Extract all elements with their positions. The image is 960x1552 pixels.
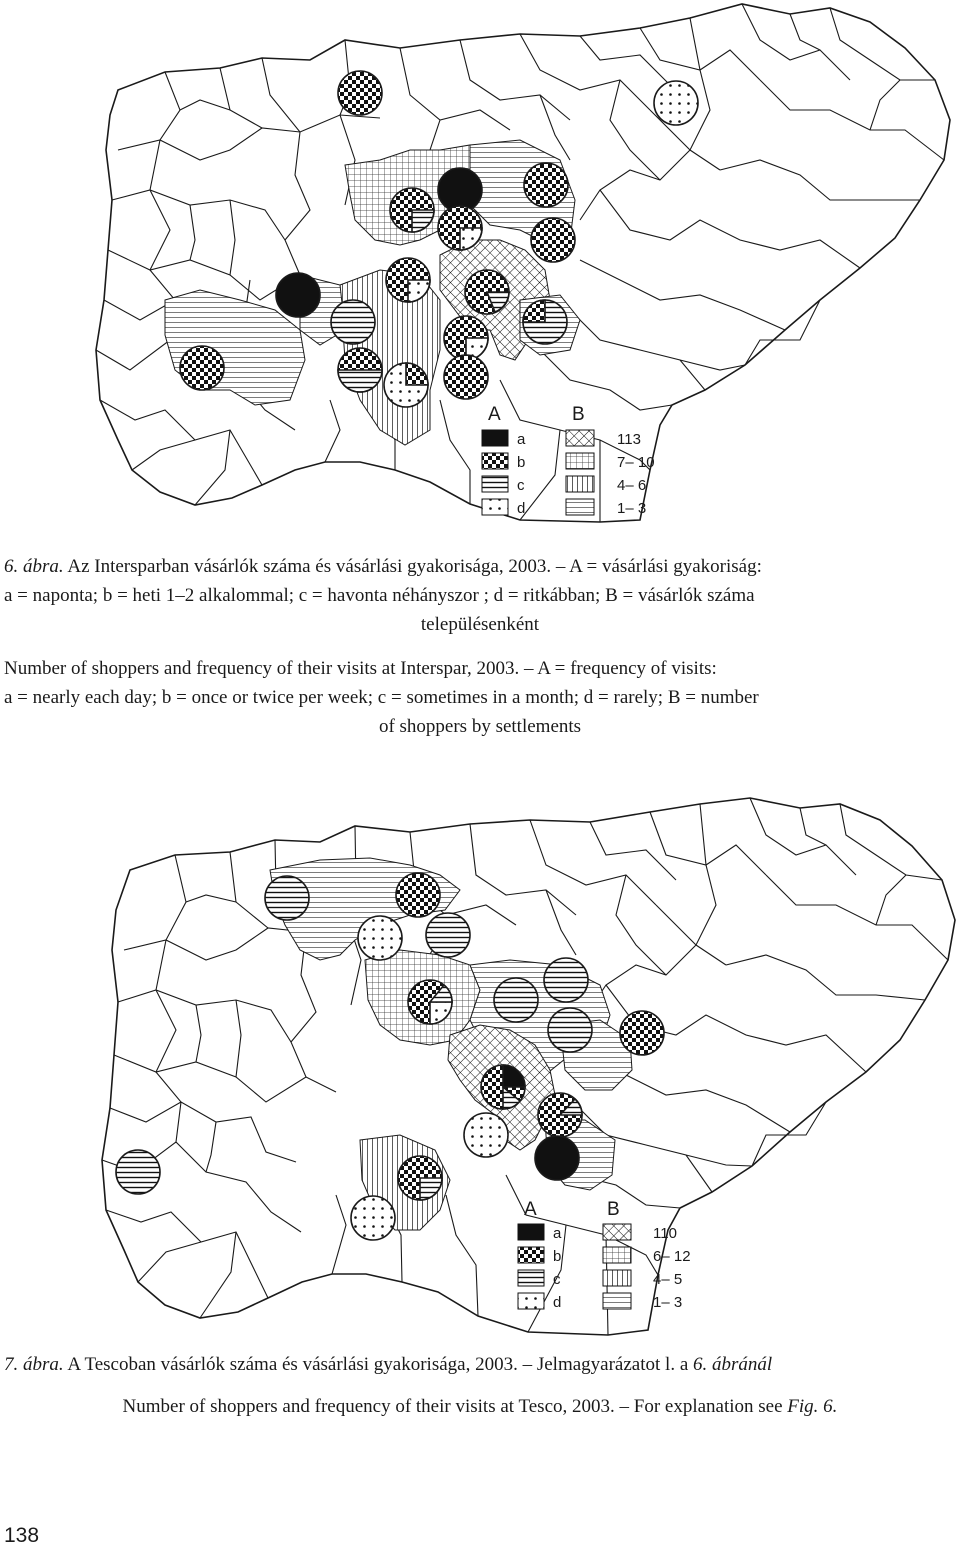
circle-hlines [544, 958, 588, 1002]
figure7-caption-hu-text: A Tescoban vásárlók száma és vásárlási gyakorisága, 2003. – Jelmagyarázatot l. a [67, 1354, 689, 1375]
page-number: 138 [4, 1524, 40, 1547]
legend-count-3: 4– 5 [653, 1271, 683, 1288]
legend-label-d: d [553, 1294, 562, 1311]
legend-swatch-d [518, 1293, 544, 1309]
figure7-caption-hu-ref: 6. ábránál [693, 1354, 773, 1375]
legend-swatch-c [518, 1270, 544, 1286]
legend-swatch-a [518, 1224, 544, 1240]
circle-hlines [116, 1150, 160, 1194]
circle-check [396, 873, 440, 917]
figure6-label: 6. ábra. [4, 556, 64, 577]
circle-dots [654, 81, 698, 125]
circle-hlines [426, 913, 470, 957]
figure7-label: 7. ábra. [4, 1354, 64, 1375]
circle-check [444, 355, 488, 399]
legend-count-3: 4– 6 [617, 477, 647, 494]
figure6-caption-en-line2: a = nearly each day; b = once or twice per week; c = sometimes in a month; d = rarely; B = number [4, 687, 759, 708]
legend-swatch-c [482, 476, 508, 492]
legend-label-d: d [517, 500, 526, 517]
legend-a-title: A [524, 1199, 537, 1220]
legend-b-title: B [572, 404, 585, 425]
legend-count-2: 6– 12 [653, 1248, 691, 1265]
figure6-caption-en-line1: Number of shoppers and frequency of their visits at Interspar, 2003. – A = frequency of visits: [4, 658, 717, 679]
circle-check [524, 163, 568, 207]
legend-b-title: B [607, 1199, 620, 1220]
legend-swatch-hlines [566, 499, 594, 515]
legend-swatch-vlines [566, 476, 594, 492]
legend-label-b: b [553, 1248, 562, 1265]
circle-hlines [548, 1008, 592, 1052]
legend-label-c: c [553, 1271, 561, 1288]
legend-swatch-b [518, 1247, 544, 1263]
figure6-caption-hungarian [0, 552, 960, 639]
shopper-count-areas [165, 140, 580, 445]
circle-solid [535, 1136, 579, 1180]
legend-label-a: a [553, 1225, 562, 1242]
legend-label-c: c [517, 477, 525, 494]
legend-count-1: 110 [653, 1225, 677, 1242]
circle-dots [358, 916, 402, 960]
legend-label-b: b [517, 454, 526, 471]
legend-swatch-grid [566, 453, 594, 469]
circle-check [180, 346, 224, 390]
circle-hlines [265, 876, 309, 920]
circle-dots [351, 1196, 395, 1240]
figure7-caption-hungarian [0, 1350, 960, 1379]
legend-swatch-vlines [603, 1270, 631, 1286]
circle-check [531, 218, 575, 262]
legend-label-a: a [517, 431, 526, 448]
figure6-caption-hu-line3: településenként [420, 614, 540, 635]
interspar-map [0, 0, 960, 525]
legend-figure7 [518, 1199, 691, 1311]
legend-swatch-hlines [603, 1293, 631, 1309]
circle-dots [464, 1113, 508, 1157]
figure7-caption-en-ref: Fig. 6. [787, 1396, 838, 1417]
legend-figure6 [482, 404, 655, 517]
legend-swatch-d [482, 499, 508, 515]
tesco-map [0, 790, 960, 1345]
figure6-caption-en-line3: of shoppers by settlements [378, 716, 582, 737]
legend-a-title: A [488, 404, 501, 425]
legend-swatch-crosshatch [603, 1224, 631, 1240]
legend-count-4: 1– 3 [653, 1294, 683, 1311]
circle-check [338, 71, 382, 115]
legend-count-1: 113 [617, 431, 641, 448]
circle-check [620, 1011, 664, 1055]
figure6-caption-hu-line2: a = naponta; b = heti 1–2 alkalommal; c = havonta néhányszor ; d = ritkábban; B = vásárlók száma [4, 585, 755, 606]
legend-count-4: 1– 3 [617, 500, 647, 517]
legend-swatch-a [482, 430, 508, 446]
figure6-caption-hu-line1: Az Intersparban vásárlók száma és vásárlási gyakorisága, 2003. – A = vásárlási gyakoriság: [67, 556, 762, 577]
legend-swatch-b [482, 453, 508, 469]
figure7-caption-english [0, 1392, 960, 1421]
circle-solid [276, 273, 320, 317]
legend-swatch-grid [603, 1247, 631, 1263]
figure7-caption-en-text: Number of shoppers and frequency of their visits at Tesco, 2003. – For explanation see [122, 1396, 783, 1417]
circle-hlines [331, 300, 375, 344]
circle-hlines [494, 978, 538, 1022]
figure6-caption-english [0, 654, 960, 741]
legend-swatch-crosshatch [566, 430, 594, 446]
legend-count-2: 7– 10 [617, 454, 655, 471]
